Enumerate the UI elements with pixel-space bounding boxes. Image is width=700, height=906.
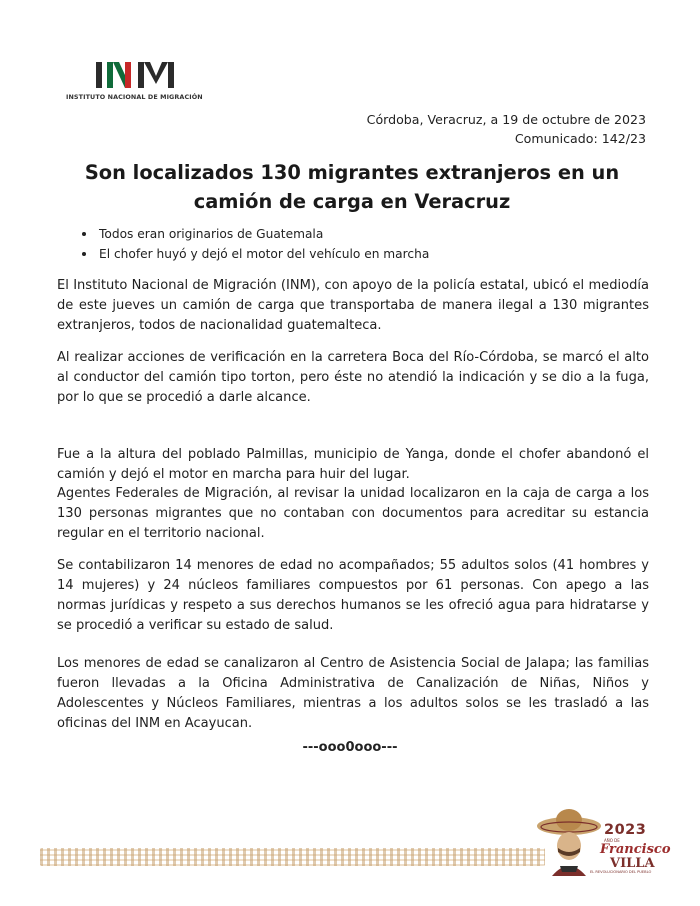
bullet-item: El chofer huyó y dejó el motor del vehículo en marcha [81,244,429,264]
inm-logo [66,60,236,106]
closing-mark: ---ooo0ooo--- [302,740,398,755]
inm-logo-mark [96,60,176,90]
place-date: Córdoba, Veracruz, a 19 de octubre de 2023 [366,112,646,127]
body-paragraph: Se contabilizaron 14 menores de edad no acompañados; 55 adultos solos (41 hombres y 14 mujeres) y 24 núcleos familiares compuestos por 61 personas. Con apego a las normas jurídicas y respeto a sus derechos humanos se les ofreció agua para hidratarse y se procedió a verificar su estado de salud. [57,558,649,633]
summary-bullets [81,224,429,264]
body-paragraph: Agentes Federales de Migración, al revisar la unidad localizaron en la caja de carga a los 130 personas migrantes que no contaban con documentos para acreditar su estancia regular en el territorio nacional. [57,486,649,541]
headline: Son localizados 130 migrantes extranjeros en un camión de carga en Veracruz [84,161,620,213]
body-paragraph: Al realizar acciones de verificación en la carretera Boca del Río-Córdoba, se marcó el alto al conductor del camión tipo torton, pero éste no atendió la indicación y se dio a la fuga, por lo que se procedió a darle alcance. [57,350,649,405]
emblem-small-caption: AÑO DE [604,838,620,843]
body-paragraph: Fue a la altura del poblado Palmillas, municipio de Yanga, donde el chofer abandonó el camión y dejó el motor en marcha para huir del lugar. [57,447,649,482]
emblem-year: 2023 [604,822,647,838]
dateline-block [367,110,646,148]
communique-number: Comunicado: 142/23 [514,131,646,146]
body-paragraph: Los menores de edad se canalizaron al Centro de Asistencia Social de Jalapa; las familias fueron llevadas a la Oficina Administrativa de Canalización de Niñas, Niños y Adolescentes y Núcleos Familiares, mientras a los adultos solos se les trasladó a las oficinas del INM en Acayucan. [57,656,649,731]
footer-decorative-band [40,848,545,866]
emblem-tiny-caption: EL REVOLUCIONARIO DEL PUEBLO [590,870,652,874]
sombrero-portrait-icon [536,808,602,876]
logo-subtitle: INSTITUTO NACIONAL DE MIGRACIÓN [66,93,203,101]
emblem-name-last: VILLA [610,856,655,871]
body-paragraph: El Instituto Nacional de Migración (INM), con apoyo de la policía estatal, ubicó el mediodía de este jueves un camión de carga que transportaba de manera ilegal a 130 migrantes extranjeros, todos de nacionalidad guatemalteca. [57,278,649,333]
bullet-item: Todos eran originarios de Guatemala [81,224,429,244]
emblem-name-first: Francisco [600,842,671,857]
francisco-villa-emblem [536,808,671,876]
